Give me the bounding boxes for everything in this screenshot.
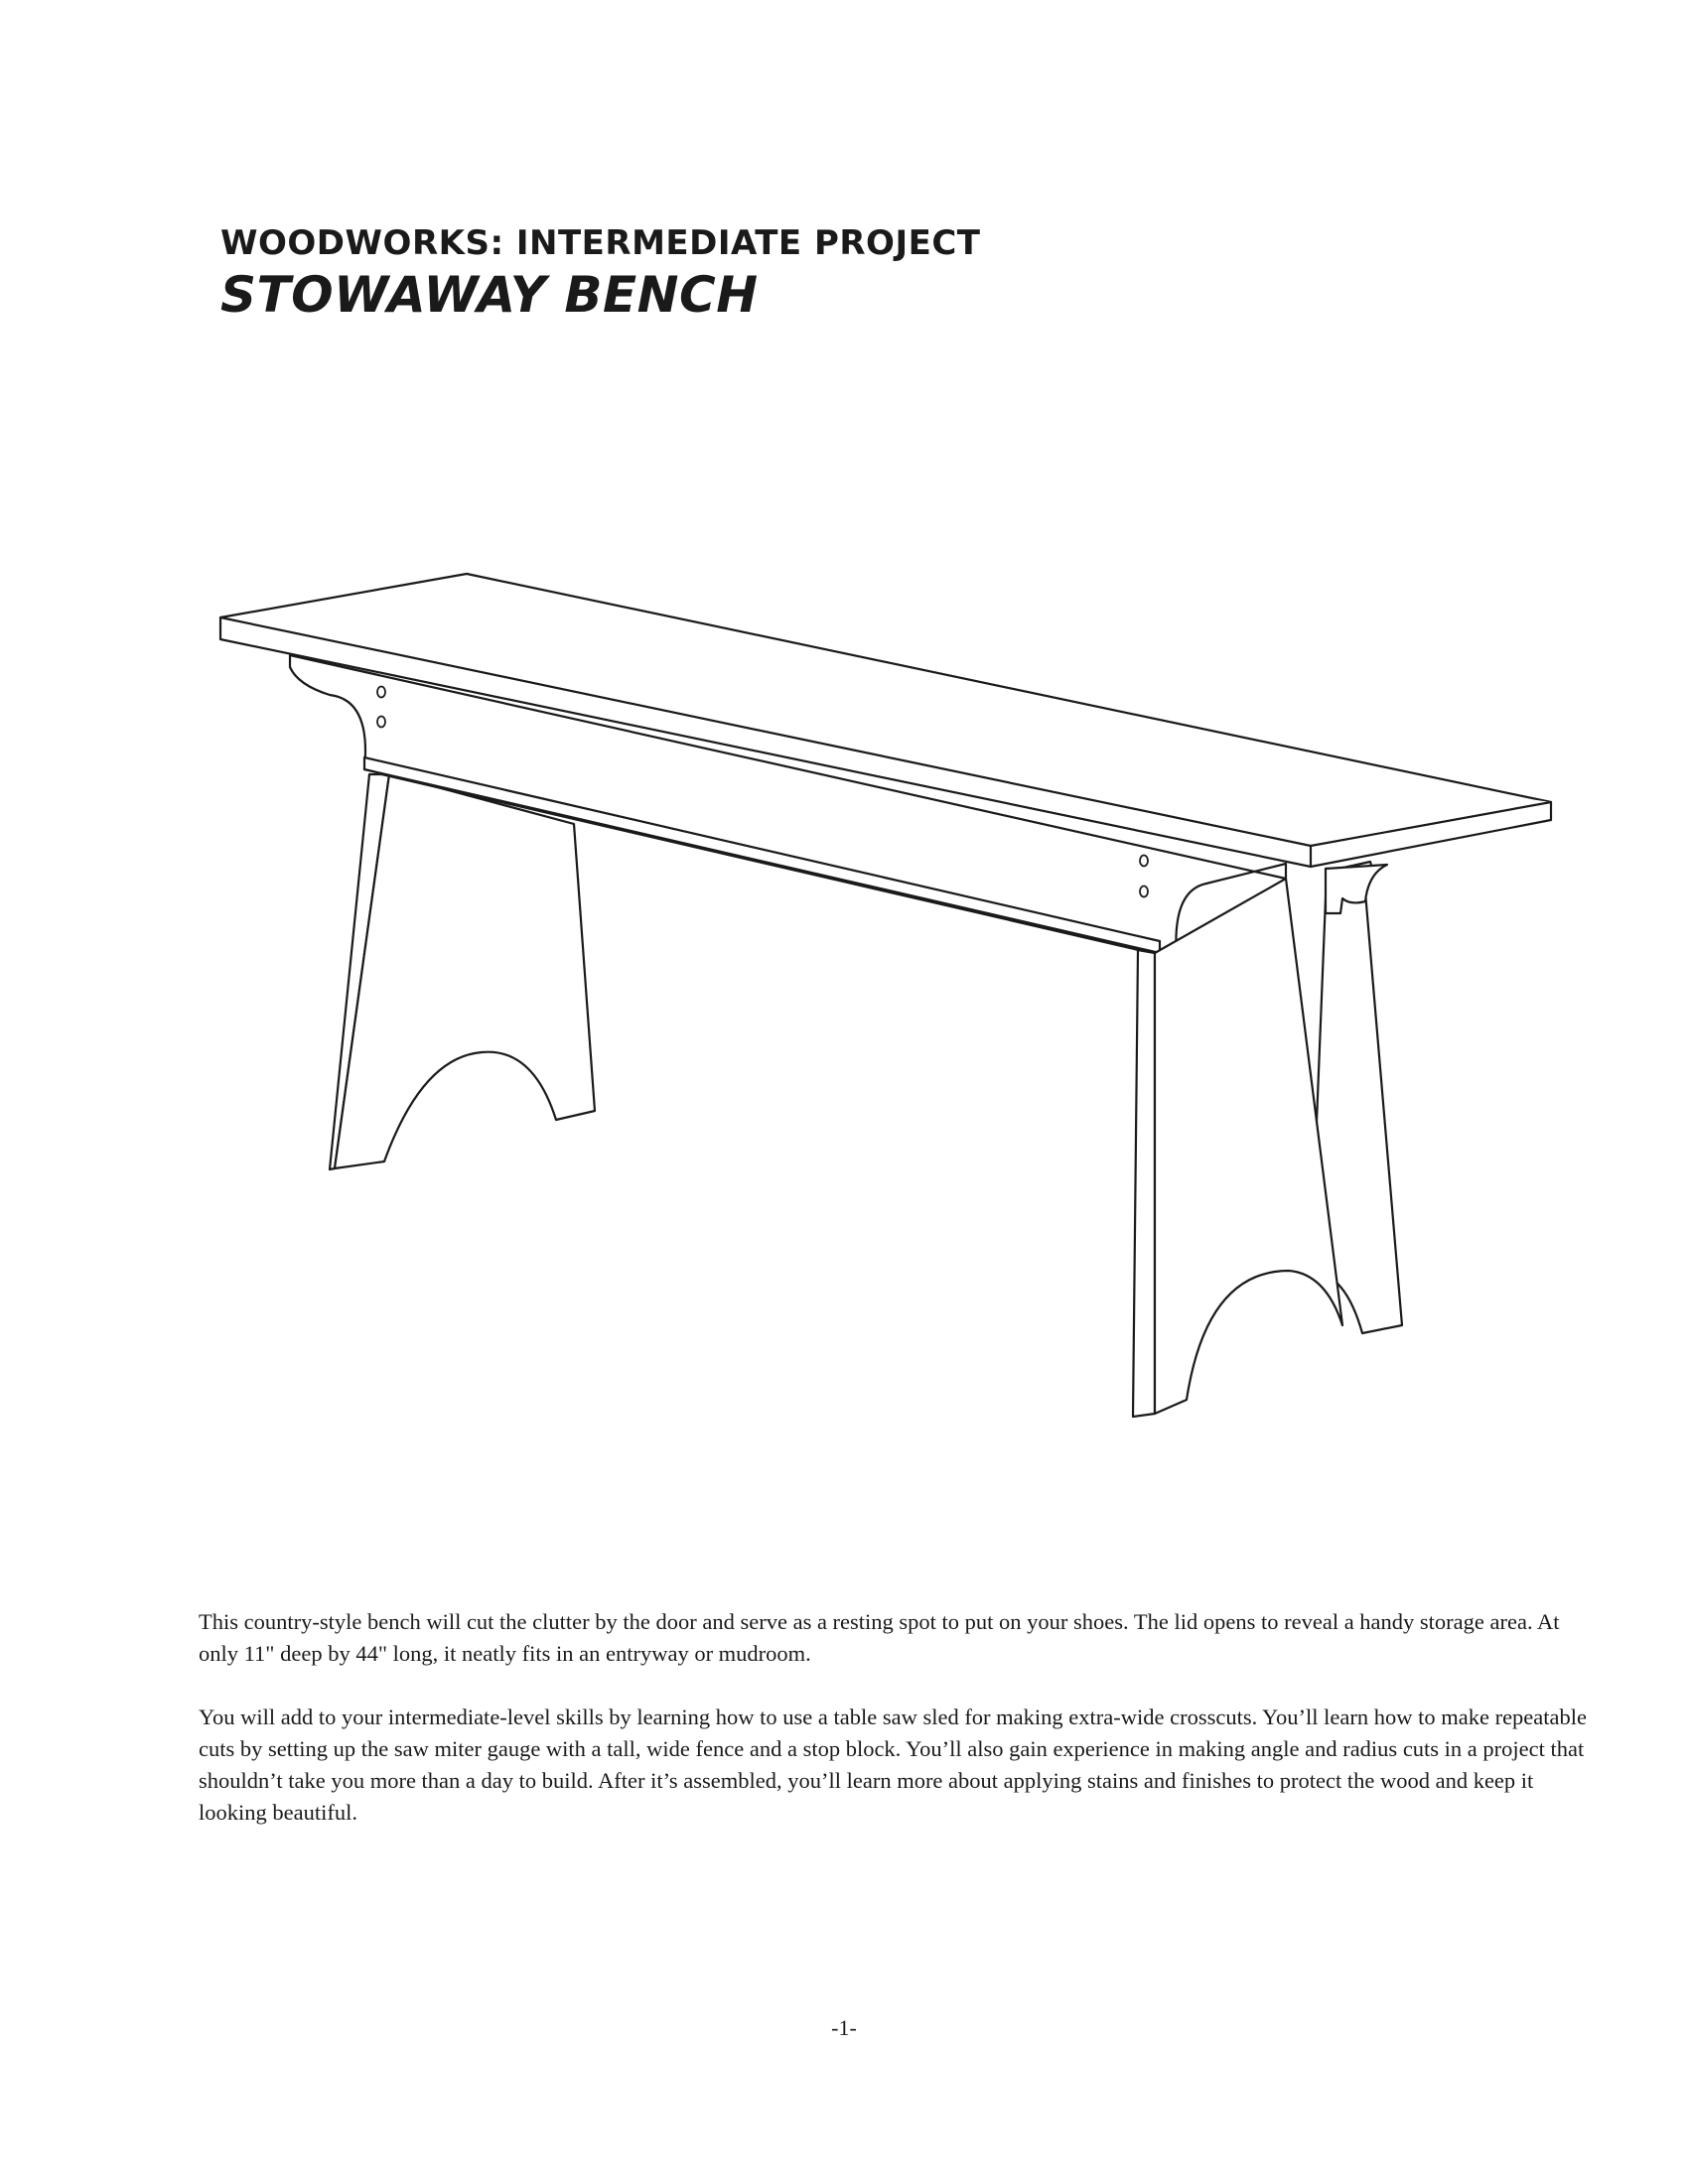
- skills-paragraph: You will add to your intermediate-level skills by learning how to use a table saw sled for making extra-wide crosscuts. You’ll learn how to make repeatable cuts by setting up the saw miter gauge with a tall, wide fence and a stop block. You’ll also gain experience in making angle and radius cuts in a project that shouldn’t take you more than a day to build. After it’s assembled, you’ll learn more about applying stains and finishes to protect the wood and keep it looking beautiful.: [199, 1705, 1587, 1825]
- page-number: -1-: [831, 2015, 857, 2040]
- front-left-leg: [330, 774, 595, 1169]
- project-title: STOWAWAY BENCH: [220, 266, 759, 324]
- page-header: [220, 223, 981, 324]
- project-description: [199, 1606, 1589, 1860]
- bench-illustration: [199, 556, 1589, 1449]
- front-right-leg: [1133, 879, 1342, 1417]
- intro-paragraph: This country-style bench will cut the clutter by the door and serve as a resting spot to put on your shoes. The lid opens to reveal a handy storage area. At only 11" deep by 44" long, it neatly fits in an entryway or mudroom.: [199, 1609, 1560, 1666]
- project-kicker: WOODWORKS: INTERMEDIATE PROJECT: [220, 223, 981, 263]
